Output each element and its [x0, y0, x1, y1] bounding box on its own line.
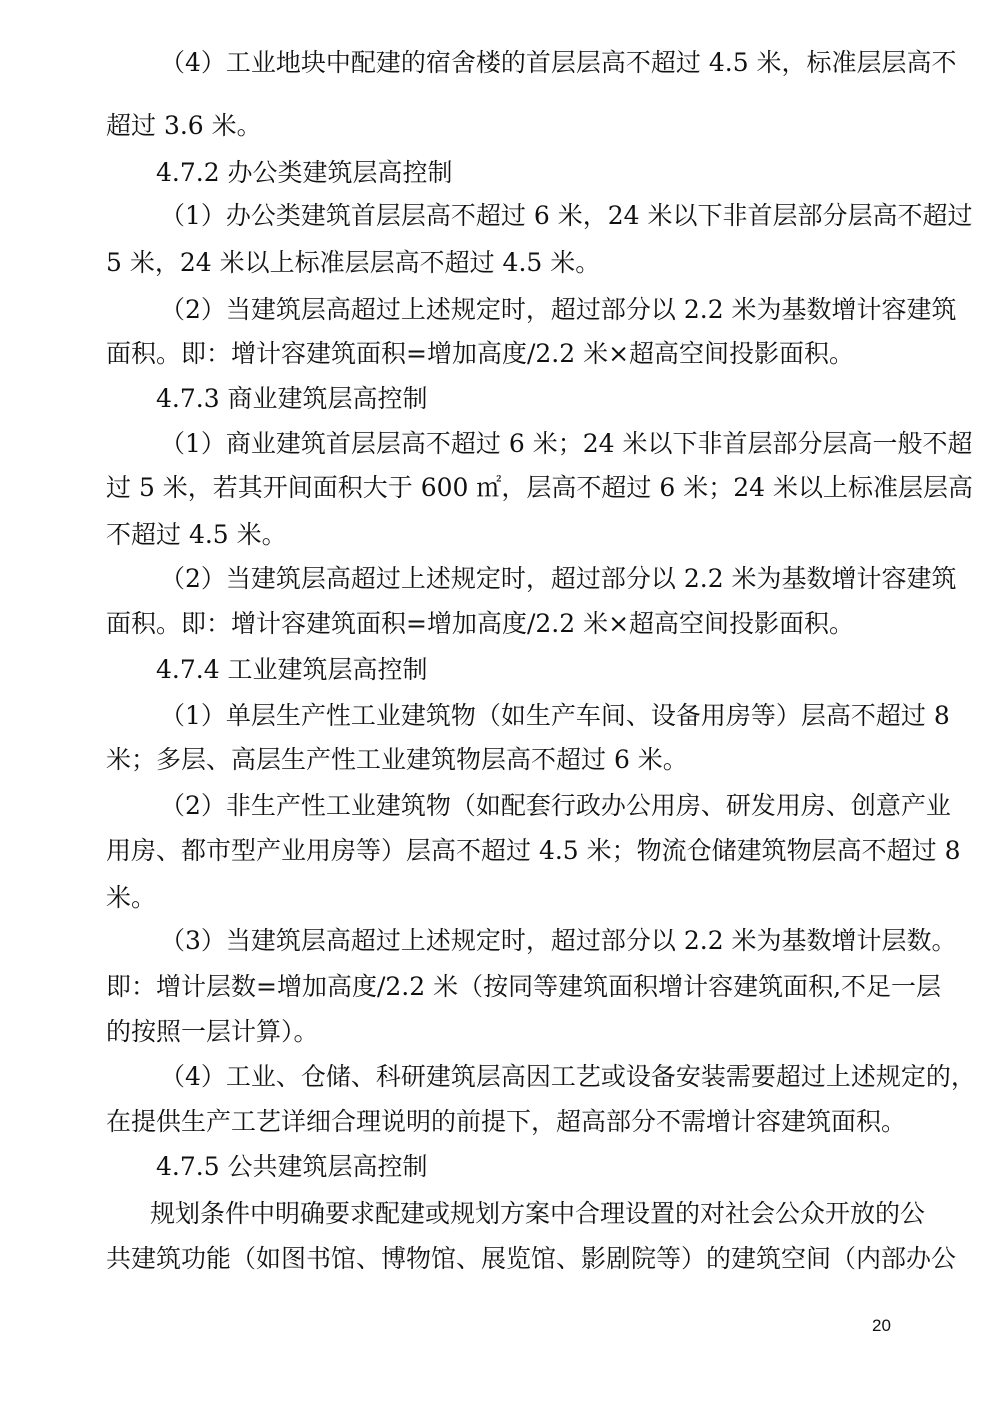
section-heading: 4.7.2 办公类建筑层高控制 — [156, 158, 453, 187]
text-line: 面积。即：增计容建筑面积=增加高度/2.2 米×超高空间投影面积。 — [106, 339, 855, 368]
text-line: 规划条件中明确要求配建或规划方案中合理设置的对社会公众开放的公 — [150, 1199, 926, 1228]
text-line: （3）当建筑层高超过上述规定时，超过部分以 2.2 米为基数增计层数。 — [160, 926, 957, 955]
text-line: 共建筑功能（如图书馆、博物馆、展览馆、影剧院等）的建筑空间（内部办公 — [106, 1244, 957, 1273]
text-line: （2）非生产性工业建筑物（如配套行政办公用房、研发用房、创意产业 — [160, 791, 951, 820]
text-line: （4）工业地块中配建的宿舍楼的首层层高不超过 4.5 米，标准层层高不 — [160, 48, 957, 77]
text-line: （1）商业建筑首层层高不超过 6 米；24 米以下非首层部分层高一般不超 — [160, 429, 973, 458]
text-line: 即：增计层数=增加高度/2.2 米（按同等建筑面积增计容建筑面积,不足一层 — [106, 972, 942, 1001]
text-line: 米；多层、高层生产性工业建筑物层高不超过 6 米。 — [106, 745, 688, 774]
text-line: （2）当建筑层高超过上述规定时，超过部分以 2.2 米为基数增计容建筑 — [160, 295, 957, 324]
text-line: 的按照一层计算）。 — [106, 1017, 319, 1046]
text-line: 过 5 米，若其开间面积大于 600 ㎡，层高不超过 6 米；24 米以上标准层层高 — [106, 473, 973, 502]
text-line: 米。 — [106, 883, 157, 912]
section-heading: 4.7.3 商业建筑层高控制 — [156, 384, 428, 413]
section-heading: 4.7.4 工业建筑层高控制 — [156, 655, 428, 684]
text-line: 超过 3.6 米。 — [106, 111, 262, 140]
text-line: （2）当建筑层高超过上述规定时，超过部分以 2.2 米为基数增计容建筑 — [160, 564, 957, 593]
text-line: 用房、都市型产业用房等）层高不超过 4.5 米；物流仓储建筑物层高不超过 8 — [106, 836, 961, 865]
section-heading: 4.7.5 公共建筑层高控制 — [156, 1152, 428, 1181]
page-number: 20 — [872, 1316, 891, 1335]
text-line: （1）单层生产性工业建筑物（如生产车间、设备用房等）层高不超过 8 — [160, 701, 950, 730]
text-line: 5 米，24 米以上标准层层高不超过 4.5 米。 — [106, 248, 601, 277]
text-line: 不超过 4.5 米。 — [106, 520, 287, 549]
text-line: 在提供生产工艺详细合理说明的前提下，超高部分不需增计容建筑面积。 — [106, 1107, 907, 1136]
text-line: （4）工业、仓储、科研建筑层高因工艺或设备安装需要超过上述规定的， — [160, 1062, 976, 1091]
text-line: （1）办公类建筑首层层高不超过 6 米，24 米以下非首层部分层高不超过 — [160, 201, 973, 230]
text-line: 面积。即：增计容建筑面积=增加高度/2.2 米×超高空间投影面积。 — [106, 609, 855, 638]
